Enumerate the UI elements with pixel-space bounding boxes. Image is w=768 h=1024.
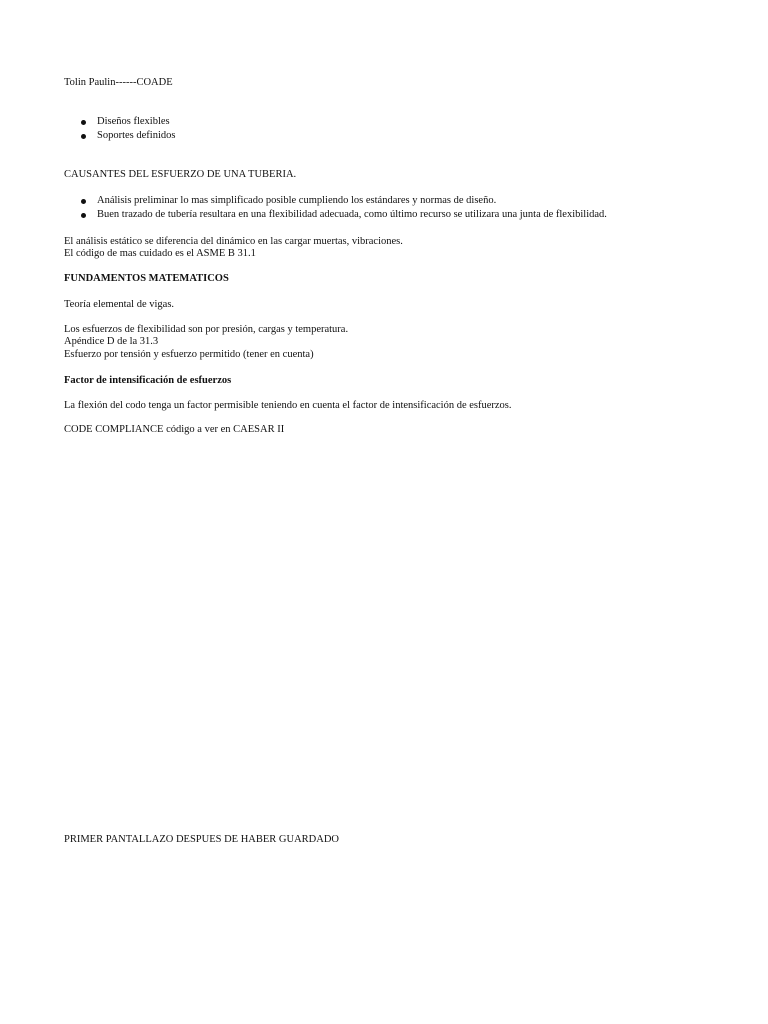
paragraph-asme-code: El código de mas cuidado es el ASME B 31.1: [64, 248, 256, 259]
paragraph-static-analysis: El análisis estático se diferencia del dinámico en las cargar muertas, vibraciones.: [64, 236, 403, 247]
document-heading: Tolin Paulin------COADE: [64, 77, 173, 88]
bullet-icon: [81, 134, 86, 139]
list-item: [80, 209, 607, 223]
list-item-text: Diseños flexibles: [97, 116, 170, 127]
paragraph-flex-stress: Los esfuerzos de flexibilidad son por presión, cargas y temperatura.: [64, 324, 349, 335]
list-item: [80, 195, 607, 209]
paragraph-code-compliance: CODE COMPLIANCE código a ver en CAESAR II: [64, 424, 285, 435]
paragraph-appendix: Apéndice D de la 31.3: [64, 336, 159, 347]
list-item-text: Análisis preliminar lo mas simplificado posible cumpliendo los estándares y normas de diseño.: [97, 195, 497, 206]
list-item: [80, 130, 175, 144]
section-title-causes: CAUSANTES DEL ESFUERZO DE UNA TUBERIA.: [64, 169, 297, 180]
list-item-text: Soportes definidos: [97, 129, 176, 141]
paragraph-tension-stress: Esfuerzo por tensión y esfuerzo permitido (tener en cuenta): [64, 349, 314, 360]
bullet-list-causes: [80, 195, 607, 222]
bullet-list-design: [80, 116, 175, 143]
footer-note: PRIMER PANTALLAZO DESPUES DE HABER GUARDADO: [64, 834, 339, 845]
paragraph-elbow-flexion: La flexión del codo tenga un factor permisible teniendo en cuenta el factor de intensificación de esfuerzos.: [64, 400, 512, 411]
list-item-text: Buen trazado de tubería resultara en una flexibilidad adecuada, como último recurso se utilizara una junta de flexibilidad.: [97, 208, 607, 220]
bullet-icon: [81, 120, 86, 125]
section-title-sif: Factor de intensificación de esfuerzos: [64, 375, 232, 386]
paragraph-beam-theory: Teoría elemental de vigas.: [64, 299, 175, 310]
bullet-icon: [81, 213, 86, 218]
list-item: [80, 116, 175, 130]
section-title-math: FUNDAMENTOS MATEMATICOS: [64, 273, 229, 284]
bullet-icon: [81, 199, 86, 204]
